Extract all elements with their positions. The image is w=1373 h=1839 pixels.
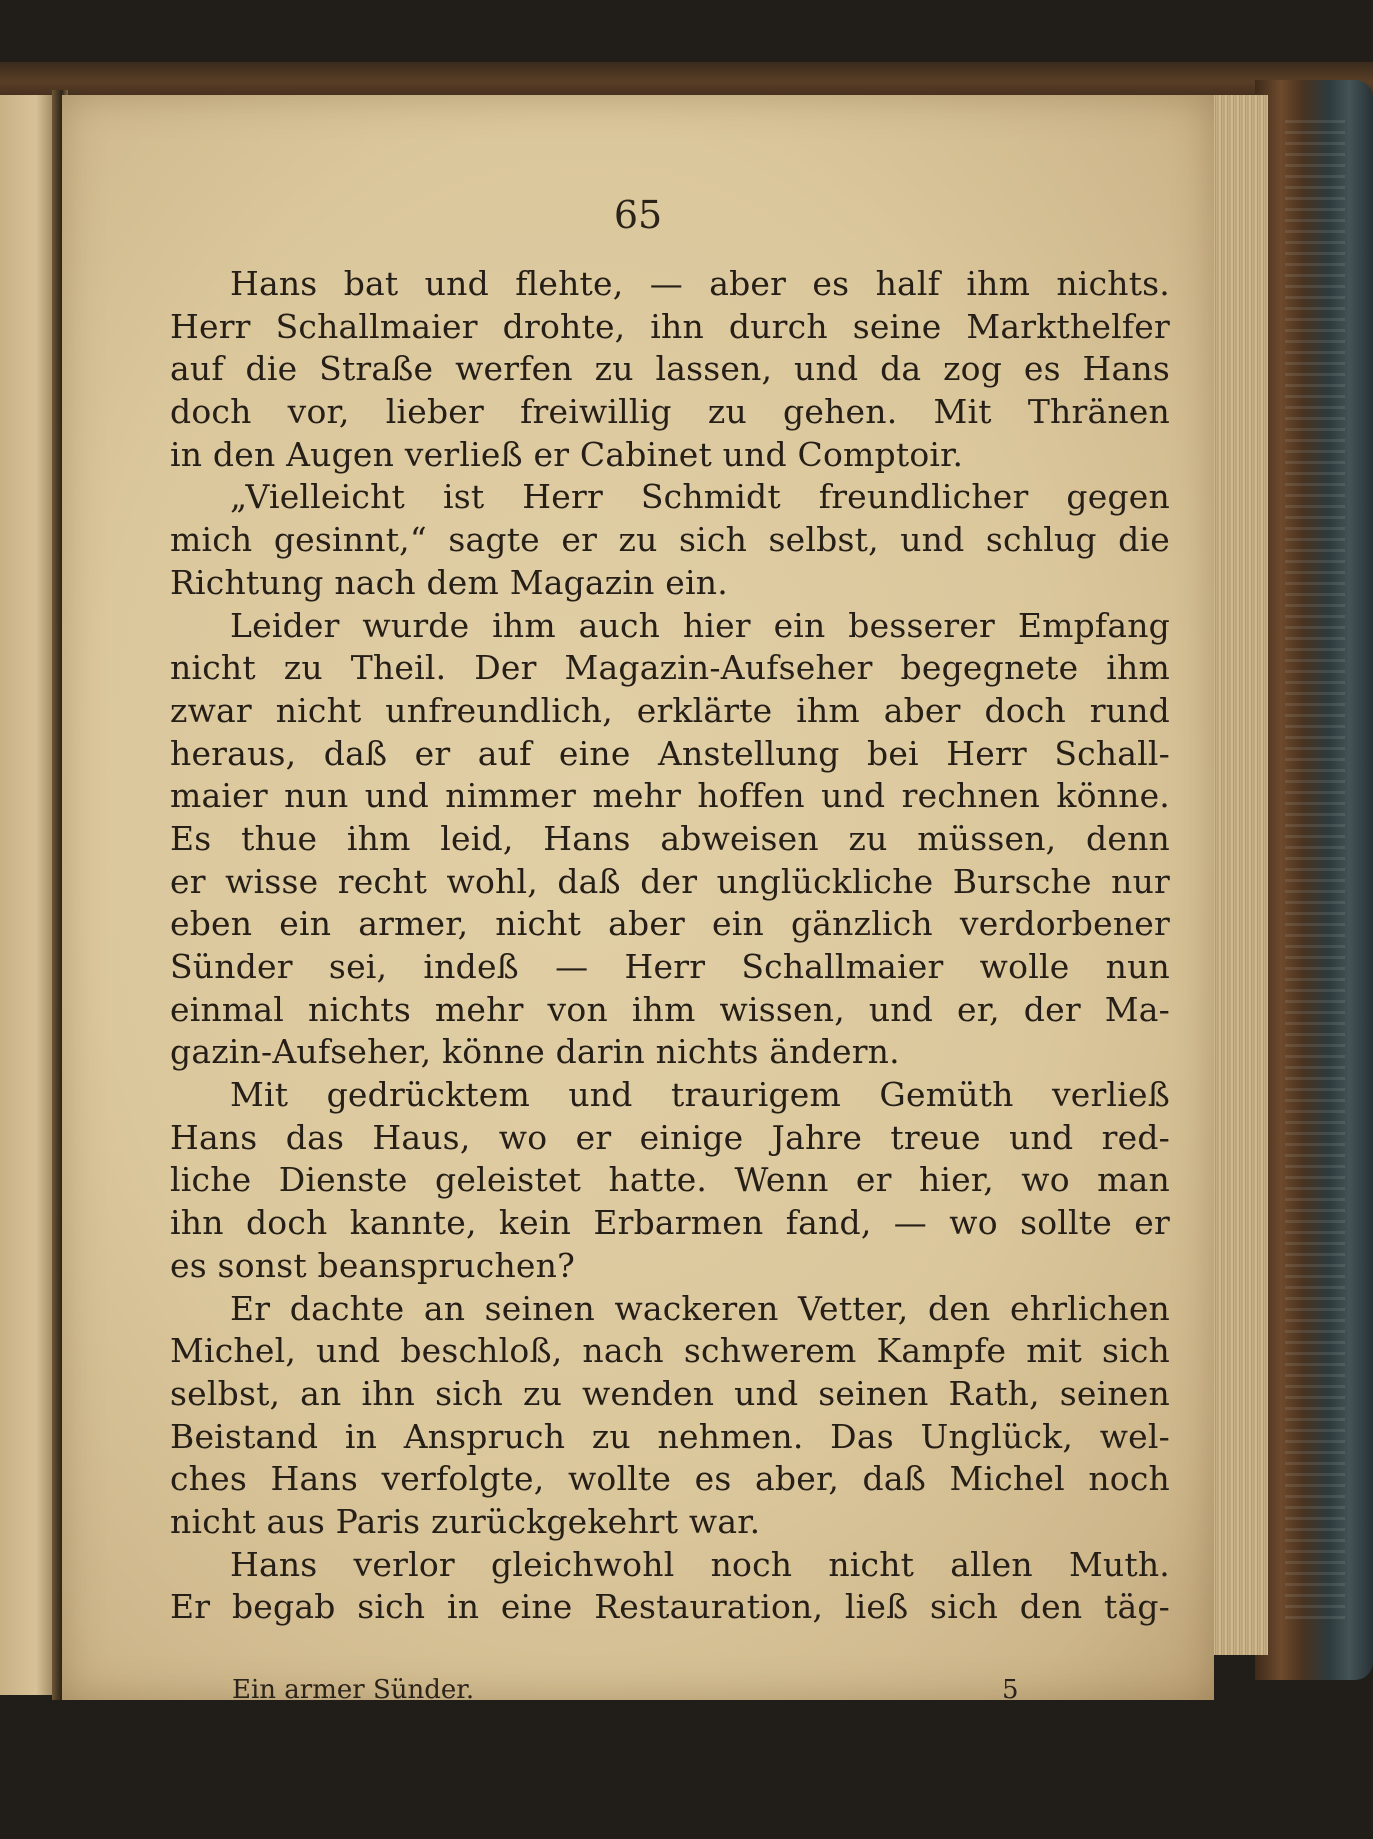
text-line: ihn doch kannte, kein Erbarmen fand, — wo sollte er [170, 1203, 1170, 1243]
text-line: Sünder sei, indeß — Herr Schallmaier wolle nun [170, 947, 1170, 986]
text-line: Mit gedrücktem und traurigem Gemüth verließ [230, 1075, 1170, 1115]
text-line: liche Dienste geleistet hatte. Wenn er hier, wo man [170, 1160, 1170, 1200]
text-line: gazin-Aufseher, könne darin nichts ändern. [170, 1032, 900, 1072]
text-line: einmal nichts mehr von ihm wissen, und er, der Ma- [170, 989, 1170, 1029]
text-line: in den Augen verließ er Cabinet und Comptoir. [170, 434, 964, 474]
text-line: Leider wurde ihm auch hier ein besserer Empfang [230, 605, 1170, 645]
text-line: Michel, und beschloß, nach schwerem Kampfe mit sich [170, 1331, 1170, 1371]
text-line: es sonst beanspruchen? [170, 1245, 575, 1285]
page-number: 65 [613, 193, 663, 237]
text-line: auf die Straße werfen zu lassen, und da zog es Hans [170, 349, 1170, 389]
page-block-edges [1210, 95, 1268, 1655]
facing-page-edge [0, 95, 60, 1695]
text-line: Hans bat und flehte, — aber es half ihm nichts. [230, 264, 1170, 303]
text-line: maier nun und nimmer mehr hoffen und rechnen könne. [170, 776, 1170, 816]
text-line: mich gesinnt,“ sagte er zu sich selbst, und schlug die [170, 520, 1170, 560]
text-line: Er begab sich in eine Restauration, ließ sich den täg- [170, 1587, 1170, 1627]
text-line: Beistand in Anspruch zu nehmen. Das Unglück, wel- [170, 1416, 1170, 1456]
text-line: „Vielleicht ist Herr Schmidt freundlicher gegen [230, 477, 1170, 517]
text-line: Es thue ihm leid, Hans abweisen zu müssen, denn [170, 818, 1170, 858]
text-line: Richtung nach dem Magazin ein. [170, 562, 728, 602]
text-line: er wisse recht wohl, daß der unglückliche Bursche nur [170, 861, 1170, 901]
page-sheet [62, 95, 1214, 1705]
text-line: doch vor, lieber freiwillig zu gehen. Mit Thränen [170, 392, 1170, 432]
text-line: selbst, an ihn sich zu wenden und seinen Rath, seinen [170, 1373, 1170, 1413]
text-line: Herr Schallmaier drohte, ihn durch seine Markthelfer [170, 306, 1170, 346]
text-line: eben ein armer, nicht aber ein gänzlich verdorbener [170, 904, 1170, 944]
text-line: Hans verlor gleichwohl noch nicht allen Muth. [230, 1544, 1170, 1584]
text-line: nicht aus Paris zurückgekehrt war. [170, 1501, 761, 1541]
text-line: nicht zu Theil. Der Magazin-Aufseher begegnete ihm [170, 648, 1170, 688]
text-line: Hans das Haus, wo er einige Jahre treue und red- [170, 1117, 1170, 1157]
text-line: heraus, daß er auf eine Anstellung bei Herr Schall- [170, 733, 1170, 773]
body-text [170, 263, 1170, 1629]
text-line: ches Hans verfolgte, wollte es aber, daß Michel noch [170, 1459, 1170, 1499]
book-cover-right-edge [1255, 80, 1373, 1680]
sheet-signature-number: 5 [1002, 1675, 1019, 1705]
text-line: zwar nicht unfreundlich, erklärte ihm aber doch rund [170, 690, 1170, 730]
text-line: Er dachte an seinen wackeren Vetter, den ehrlichen [230, 1288, 1170, 1328]
signature-line: Ein armer Sünder. [232, 1675, 475, 1705]
